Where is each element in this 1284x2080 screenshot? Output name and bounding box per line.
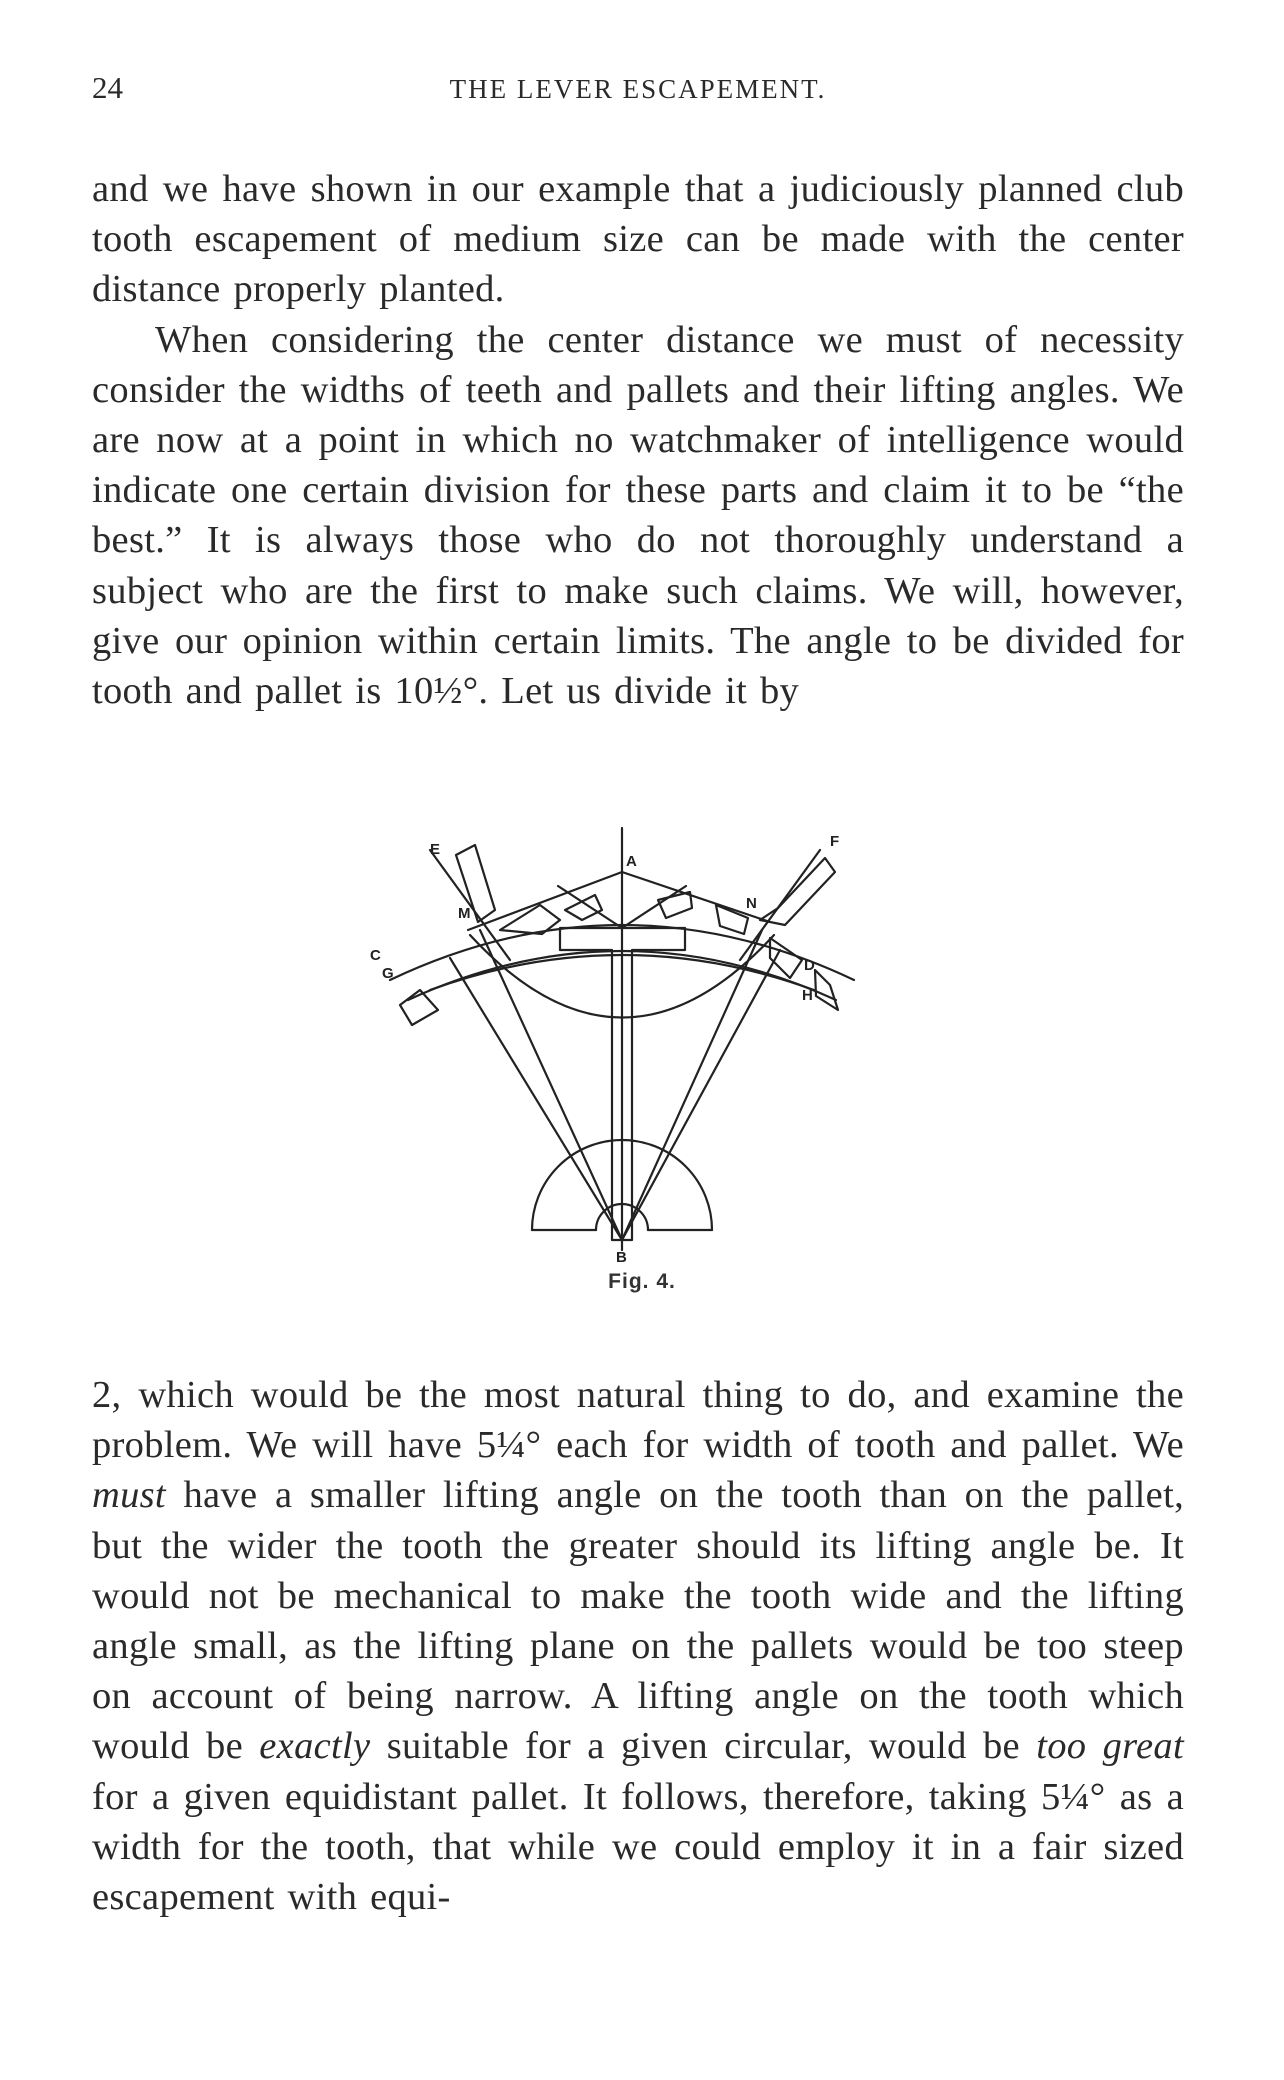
paragraph: When considering the center distance we must of necessity consider the widths of teeth and pallets and their lifting angles. We are now at a point in which no watchmaker of intelligence would indicate one certain division for these parts and claim it to be “the best.” It is always those who do not thoroughly understand a subject who are the first to make such claims. We will, however, give our opinion within certain limits. The angle to be divided for tooth and pallet is 10½°. Let us divide it by — [92, 318, 1184, 713]
label-g: G — [382, 965, 394, 982]
emphasis-too-great: too great — [1036, 1725, 1184, 1768]
running-title: THE LEVER ESCAPEMENT. — [449, 74, 827, 104]
wheel-tooth — [815, 970, 838, 1010]
label-n: N — [746, 895, 757, 912]
emphasis-must: must — [92, 1474, 166, 1517]
page-header — [92, 70, 1184, 110]
text-run: have a smaller lifting angle on the tooth than on the pallet, but the wider the tooth the greater should its lifting angle be. It would not be mechanical to make the tooth wide and the lifting angle small, as the lifting plane on the pallets would be too steep on account of being narrow. A lifting angle on the tooth which would be — [92, 1474, 1184, 1768]
label-d: D — [804, 957, 815, 974]
text-run: 2, which would be the most natural thing to do, and examine the problem. We will have 5¼° each for width of tooth and pallet. We — [92, 1374, 1184, 1467]
radial-line-left-outer — [450, 958, 622, 1240]
radial-line-left — [480, 930, 622, 1240]
wheel-tooth — [658, 892, 692, 918]
text-block-bottom — [92, 1370, 1184, 1922]
emphasis-exactly: exactly — [259, 1725, 371, 1768]
label-a: A — [626, 853, 637, 870]
escapement-diagram — [360, 810, 920, 1270]
label-e: E — [430, 841, 441, 858]
text-run: suitable for a given circular, would be — [370, 1725, 1037, 1768]
label-h: H — [802, 987, 813, 1004]
paragraph: and we have shown in our example that a judiciously planned club tooth escapement of medium size can be made with the center distance properly planted. — [92, 168, 1184, 311]
label-f: F — [830, 833, 840, 850]
page-number: 24 — [92, 70, 123, 105]
pallet-line-right — [622, 886, 686, 928]
pallet-line-left — [558, 886, 622, 928]
text-run: for a given equidistant pallet. It follows, therefore, taking 5¼° as a width for the tooth, that while we could employ it in a fair sized escapement with equi- — [92, 1775, 1184, 1919]
radial-line-right — [622, 930, 762, 1240]
figure-caption: Fig. 4. — [608, 1270, 676, 1293]
label-c: C — [370, 947, 381, 964]
escapement-diagram-svg — [360, 810, 920, 1270]
label-m: M — [458, 905, 471, 922]
wheel-tooth — [565, 895, 602, 920]
text-block-top — [92, 164, 1184, 716]
pallet-exit — [760, 858, 835, 925]
paragraph — [92, 1370, 1184, 1922]
radial-line-right-outer — [622, 950, 780, 1240]
label-b: B — [616, 1249, 627, 1266]
